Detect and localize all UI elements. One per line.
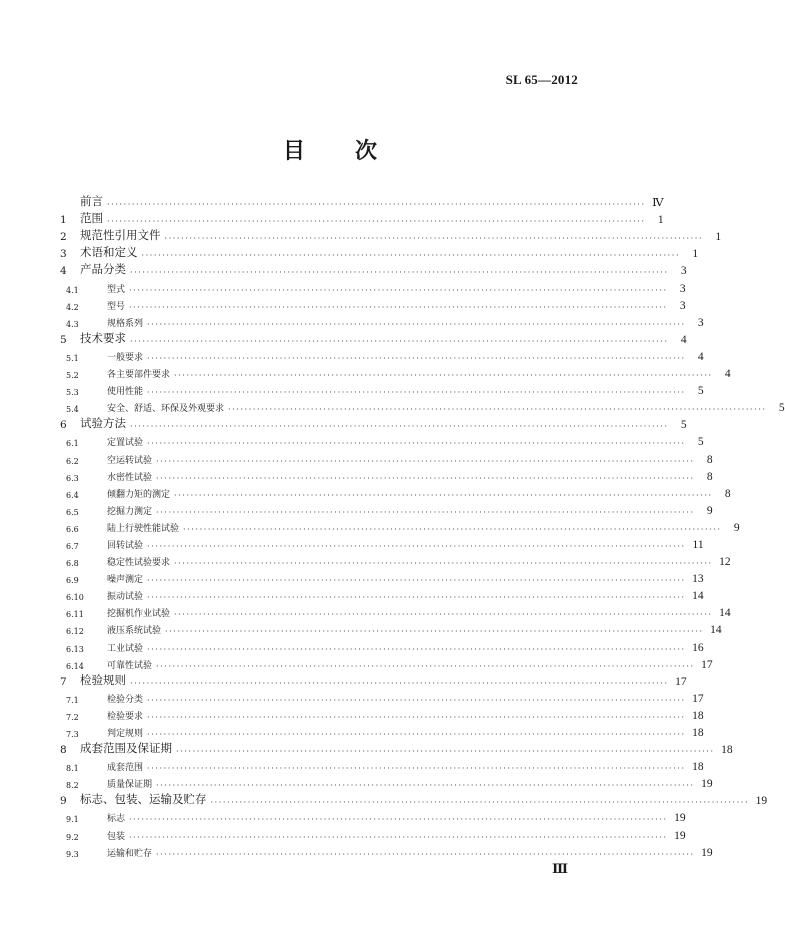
- toc-entry-number: 8.1: [66, 764, 79, 774]
- document-code: SL 65—2012: [505, 72, 578, 87]
- toc-entry-title: 型号: [107, 301, 126, 312]
- toc-entry-page: 3: [679, 282, 686, 295]
- toc-entry[interactable]: [58, 619, 722, 637]
- toc-entry[interactable]: [58, 243, 699, 261]
- toc-entry[interactable]: [58, 739, 733, 757]
- toc-entry[interactable]: [58, 551, 731, 569]
- toc-entry[interactable]: [58, 448, 713, 466]
- toc-entry-number: 5.3: [66, 388, 79, 398]
- toc-entry-title: 检验分类: [107, 694, 144, 705]
- toc-entry-number: 9.1: [66, 815, 79, 825]
- toc-entry-page: 3: [680, 265, 687, 278]
- toc-entry[interactable]: [58, 483, 731, 500]
- toc-entry-page: 8: [724, 487, 731, 500]
- toc-dot-leader: ··································································································································: [130, 336, 669, 346]
- toc-dot-leader: ··································································································································: [174, 371, 713, 381]
- toc-entry-title: 陆上行驶性能试验: [107, 523, 180, 534]
- toc-entry-number: 1: [60, 214, 67, 227]
- toc-entry-title: 规格系列: [107, 318, 144, 329]
- toc-entry-title: 成套范围及保证期: [80, 741, 172, 756]
- toc-dot-leader: ··································································································································: [228, 405, 767, 415]
- toc-dot-leader: ··································································································································: [147, 541, 686, 551]
- toc-entry-number: 6.2: [66, 456, 79, 466]
- toc-entry[interactable]: [58, 380, 704, 398]
- table-of-contents: [58, 192, 785, 859]
- toc-entry-number: 6.14: [66, 661, 84, 671]
- toc-entry-page: 9: [733, 521, 740, 534]
- toc-entry-title: 定置试验: [107, 438, 144, 449]
- toc-entry[interactable]: [58, 671, 687, 688]
- toc-entry-page: 3: [679, 299, 686, 312]
- toc-entry[interactable]: [58, 295, 686, 312]
- toc-entry[interactable]: [58, 585, 704, 603]
- toc-entry-title: 术语和定义: [80, 245, 138, 260]
- toc-dot-leader: ··································································································································: [147, 712, 686, 722]
- toc-entry[interactable]: [58, 773, 713, 791]
- toc-entry-page: 13: [692, 573, 704, 586]
- toc-entry-title: 各主要部件要求: [107, 370, 171, 381]
- toc-entry-number: 4.2: [66, 302, 79, 312]
- toc-entry-title: 振动试验: [107, 592, 144, 603]
- toc-entry-page: 14: [719, 607, 731, 620]
- toc-entry-page: 19: [701, 778, 713, 791]
- toc-entry-page: 17: [701, 658, 713, 671]
- toc-entry-title: 检验规则: [80, 672, 126, 687]
- toc-entry-page: 1: [715, 231, 722, 244]
- toc-entry[interactable]: [58, 705, 704, 722]
- toc-entry-title: 成套范围: [107, 763, 144, 774]
- toc-dot-leader: ··································································································································: [174, 490, 713, 500]
- toc-dot-leader: ··································································································································: [156, 661, 695, 671]
- toc-entry[interactable]: [58, 807, 686, 825]
- toc-entry-number: 8.2: [66, 781, 79, 791]
- toc-entry-page: 14: [710, 624, 722, 637]
- toc-dot-leader: ··································································································································: [164, 234, 704, 244]
- toc-entry-number: 6.1: [66, 439, 79, 449]
- toc-dot-leader: ··································································································································: [107, 200, 646, 210]
- toc-entry-page: 1: [692, 248, 699, 261]
- toc-entry-title: 检验要求: [107, 711, 144, 722]
- toc-dot-leader: ··································································································································: [174, 559, 713, 569]
- toc-entry[interactable]: [58, 312, 704, 329]
- toc-dot-leader: ··································································································································: [130, 268, 669, 278]
- toc-entry[interactable]: [58, 414, 687, 432]
- toc-entry-number: 2: [60, 231, 67, 244]
- toc-entry-number: 6.11: [66, 610, 84, 620]
- toc-entry-title: 水密性试验: [107, 472, 153, 483]
- toc-entry[interactable]: [58, 654, 713, 671]
- toc-entry-title: 质量保证期: [107, 780, 153, 791]
- toc-entry-title: 判定规则: [107, 729, 144, 739]
- toc-entry-page: Ⅳ: [652, 197, 664, 210]
- toc-entry[interactable]: [58, 500, 713, 517]
- toc-entry[interactable]: [58, 397, 785, 415]
- toc-entry-title: 工业试验: [107, 643, 144, 654]
- toc-entry[interactable]: [58, 363, 731, 381]
- toc-entry-title: 规范性引用文件: [80, 228, 161, 243]
- toc-entry-page: 9: [706, 504, 713, 517]
- toc-entry-title: 回转试验: [107, 540, 144, 551]
- toc-entry-title: 倾翻力矩的测定: [107, 489, 171, 500]
- toc-entry-number: 3: [60, 248, 67, 261]
- toc-entry-page: 5: [778, 402, 785, 415]
- toc-entry[interactable]: [58, 688, 704, 705]
- toc-entry-number: 8: [60, 744, 67, 757]
- toc-dot-leader: ··································································································································: [147, 730, 686, 739]
- toc-entry-title: 范围: [80, 211, 103, 226]
- toc-entry[interactable]: [58, 790, 768, 808]
- toc-dot-leader: ··································································································································: [165, 627, 704, 637]
- toc-entry-title: 标志、包装、运输及贮存: [80, 792, 207, 807]
- toc-entry[interactable]: [58, 842, 713, 859]
- toc-entry-page: 5: [697, 385, 704, 398]
- toc-entry-page: 4: [697, 350, 704, 363]
- toc-entry-page: 18: [721, 744, 733, 757]
- toc-entry-number: 7.2: [66, 712, 79, 722]
- toc-dot-leader: ··································································································································: [147, 439, 686, 449]
- toc-dot-leader: ··································································································································: [147, 695, 686, 705]
- toc-entry-number: 9.2: [66, 832, 79, 842]
- toc-entry-title: 包装: [107, 831, 126, 842]
- toc-entry-number: 5.4: [66, 405, 79, 415]
- toc-entry-page: 18: [692, 727, 704, 739]
- toc-entry-page: 4: [724, 368, 731, 381]
- toc-entry-number: 7.1: [66, 695, 79, 705]
- toc-dot-leader: ··································································································································: [147, 388, 686, 398]
- toc-entry[interactable]: [58, 722, 704, 739]
- toc-entry-page: 17: [675, 675, 687, 688]
- toc-entry[interactable]: [58, 636, 704, 654]
- toc-entry-number: 7.3: [66, 730, 79, 739]
- toc-dot-leader: ··································································································································: [147, 644, 686, 654]
- toc-entry-number: 6.7: [66, 541, 79, 551]
- toc-entry-number: 6.5: [66, 507, 79, 517]
- toc-dot-leader: ··································································································································: [183, 524, 722, 534]
- toc-entry[interactable]: [58, 277, 686, 295]
- toc-entry-title: 稳定性试验要求: [107, 558, 171, 569]
- toc-entry-title: 挖掘力测定: [107, 506, 153, 517]
- toc-entry-number: 4.1: [66, 285, 79, 295]
- toc-entry-page: 8: [706, 470, 713, 483]
- toc-entry-title: 型式: [107, 284, 126, 295]
- toc-entry-number: 6.13: [66, 644, 84, 654]
- toc-entry-title: 运输和贮存: [107, 848, 153, 859]
- toc-entry[interactable]: [58, 756, 704, 774]
- toc-dot-leader: ··································································································································: [156, 781, 695, 791]
- toc-entry-number: 6.4: [66, 490, 79, 500]
- toc-entry-page: 16: [692, 641, 704, 654]
- toc-entry-number: 6.9: [66, 576, 79, 586]
- toc-entry-title: 挖掘机作业试验: [107, 609, 171, 620]
- toc-dot-leader: ··································································································································: [156, 473, 695, 483]
- toc-dot-leader: ··································································································································: [156, 456, 695, 466]
- toc-entry-number: 4.3: [66, 319, 79, 329]
- toc-entry-number: 9.3: [66, 849, 79, 859]
- toc-entry-page: 19: [674, 812, 686, 825]
- toc-dot-leader: ··································································································································: [176, 747, 715, 757]
- toc-entry[interactable]: [58, 568, 704, 586]
- toc-dot-leader: ··································································································································: [156, 849, 695, 859]
- toc-entry-title: 可靠性试验: [107, 660, 153, 671]
- toc-entry-title: 使用性能: [107, 387, 144, 398]
- toc-dot-leader: ··································································································································: [147, 764, 686, 774]
- page-number: Ⅲ: [552, 861, 568, 876]
- toc-entry-title: 一般要求: [107, 352, 144, 363]
- toc-entry-page: 3: [697, 316, 704, 329]
- toc-entry-page: 17: [692, 692, 704, 705]
- toc-entry[interactable]: [58, 466, 713, 483]
- toc-entry[interactable]: [58, 192, 664, 210]
- toc-entry[interactable]: [58, 534, 704, 551]
- toc-dot-leader: ··································································································································: [130, 678, 669, 688]
- toc-dot-leader: ··································································································································: [141, 251, 681, 261]
- toc-entry-title: 前言: [80, 194, 103, 209]
- toc-dot-leader: ··································································································································: [210, 798, 750, 808]
- toc-entry[interactable]: [58, 602, 731, 620]
- toc-entry-title: 空运转试验: [107, 455, 153, 466]
- toc-entry-page: 18: [692, 709, 704, 722]
- toc-entry-number: 5: [60, 333, 67, 346]
- toc-dot-leader: ··································································································································: [129, 832, 668, 842]
- toc-dot-leader: ··································································································································: [129, 285, 668, 295]
- toc-entry-number: 7: [60, 675, 67, 688]
- toc-entry-number: 6.6: [66, 524, 79, 534]
- toc-dot-leader: ··································································································································: [147, 319, 686, 329]
- toc-entry-title: 液压系统试验: [107, 626, 162, 637]
- toc-entry[interactable]: [58, 346, 704, 363]
- toc-entry-page: 12: [719, 556, 731, 569]
- toc-entry-page: 19: [701, 846, 713, 859]
- toc-entry-number: 9: [60, 795, 67, 808]
- toc-entry[interactable]: [58, 431, 704, 449]
- toc-entry-number: 5.2: [66, 371, 79, 381]
- toc-entry-page: 11: [692, 538, 704, 551]
- toc-entry[interactable]: [58, 329, 687, 346]
- toc-entry[interactable]: [58, 209, 664, 227]
- toc-entry[interactable]: [58, 824, 686, 842]
- toc-dot-leader: ··································································································································: [107, 217, 646, 227]
- toc-entry-title: 技术要求: [80, 330, 126, 345]
- toc-dot-leader: ··································································································································: [174, 610, 713, 620]
- toc-dot-leader: ··································································································································: [130, 422, 669, 432]
- toc-entry-page: 14: [692, 590, 704, 603]
- toc-entry[interactable]: [58, 517, 740, 534]
- toc-entry-page: 5: [697, 436, 704, 449]
- toc-entry-number: 5.1: [66, 353, 79, 363]
- toc-entry-page: 19: [755, 795, 768, 808]
- toc-entry-title: 产品分类: [80, 262, 126, 277]
- toc-entry-page: 8: [706, 453, 713, 466]
- toc-entry-number: 6.8: [66, 559, 79, 569]
- toc-dot-leader: ··································································································································: [129, 815, 668, 825]
- toc-entry-number: 6.10: [66, 593, 84, 603]
- toc-entry-title: 标志: [107, 814, 126, 825]
- toc-entry-title: 噪声测定: [107, 575, 144, 586]
- toc-entry[interactable]: [58, 226, 722, 244]
- toc-entry-number: 6.12: [66, 627, 84, 637]
- toc-dot-leader: ··································································································································: [156, 507, 695, 517]
- toc-dot-leader: ··································································································································: [147, 593, 686, 603]
- toc-entry-page: 4: [680, 333, 687, 346]
- toc-entry-page: 1: [657, 214, 664, 227]
- toc-entry-number: 6: [60, 419, 67, 432]
- toc-entry-page: 18: [692, 761, 704, 774]
- toc-entry[interactable]: [58, 260, 687, 278]
- toc-entry-page: 5: [680, 419, 687, 432]
- toc-dot-leader: ··································································································································: [147, 576, 686, 586]
- toc-entry-title: 安全、舒适、环保及外观要求: [107, 404, 225, 415]
- toc-entry-page: 19: [674, 829, 686, 842]
- toc-dot-leader: ··································································································································: [129, 302, 668, 312]
- toc-entry-number: 6.3: [66, 473, 79, 483]
- toc-dot-leader: ··································································································································: [147, 353, 686, 363]
- page-title: 目 次: [282, 138, 379, 164]
- toc-entry-number: 4: [60, 265, 67, 278]
- toc-entry-title: 试验方法: [80, 416, 126, 431]
